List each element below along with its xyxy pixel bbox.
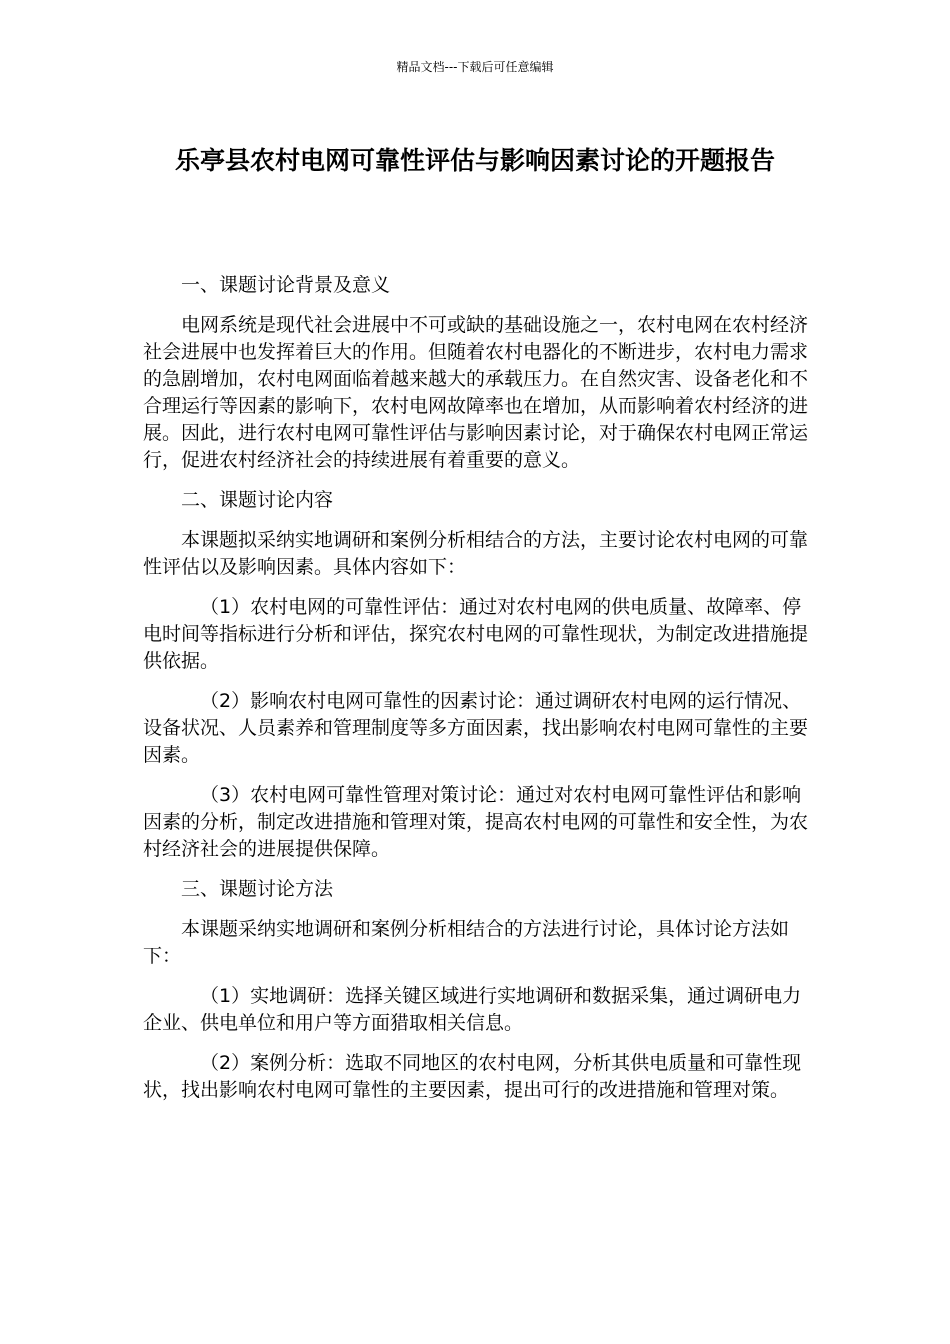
background-paragraph: 电网系统是现代社会进展中不可或缺的基础设施之一，农村电网在农村经济社会进展中也发挥着巨大的作用。但随着农村电器化的不断进步，农村电力需求的急剧增加，农村电网面临着越来越大的承载压力。在自然灾害、设备老化和不合理运行等因素的影响下，农村电网故障率也在增加，从而影响着农村经济的进展。因此，进行农村电网可靠性评估与影响因素讨论，对于确保农村电网正常运行，促进农村经济社会的持续进展有着重要的意义。 <box>143 314 809 471</box>
method-item: （1）实地调研：选择关键区域进行实地调研和数据采集，通过调研电力企业、供电单位和用户等方面猎取相关信息。 <box>143 985 802 1034</box>
header-note: 精品文档---下载后可任意编辑 <box>396 60 554 74</box>
method-item: （2）案例分析：选取不同地区的农村电网，分析其供电质量和可靠性现状，找出影响农村电网可靠性的主要因素，提出可行的改进措施和管理对策。 <box>143 1052 802 1101</box>
content-item: （1）农村电网的可靠性评估：通过对农村电网的供电质量、故障率、停电时间等指标进行分析和评估，探究农村电网的可靠性现状，为制定改进措施提供依据。 <box>143 596 809 672</box>
section-heading-method: 三、课题讨论方法 <box>181 878 334 900</box>
content-intro: 本课题拟采纳实地调研和案例分析相结合的方法，主要讨论农村电网的可靠性评估以及影响因素。具体内容如下： <box>143 529 809 578</box>
document-body <box>143 272 810 1117</box>
document-title: 乐亭县农村电网可靠性评估与影响因素讨论的开题报告 <box>174 146 775 175</box>
section-heading-content: 二、课题讨论内容 <box>181 489 334 511</box>
method-intro: 本课题采纳实地调研和案例分析相结合的方法进行讨论，具体讨论方法如下： <box>143 918 790 967</box>
content-item: （3）农村电网可靠性管理对策讨论：通过对农村电网可靠性评估和影响因素的分析，制定改进措施和管理对策，提高农村电网的可靠性和安全性，为农村经济社会的进展提供保障。 <box>143 784 809 860</box>
section-heading-background: 一、课题讨论背景及意义 <box>181 274 391 296</box>
content-item: （2）影响农村电网可靠性的因素讨论：通过调研农村电网的运行情况、设备状况、人员素养和管理制度等多方面因素，找出影响农村电网可靠性的主要因素。 <box>143 690 809 766</box>
